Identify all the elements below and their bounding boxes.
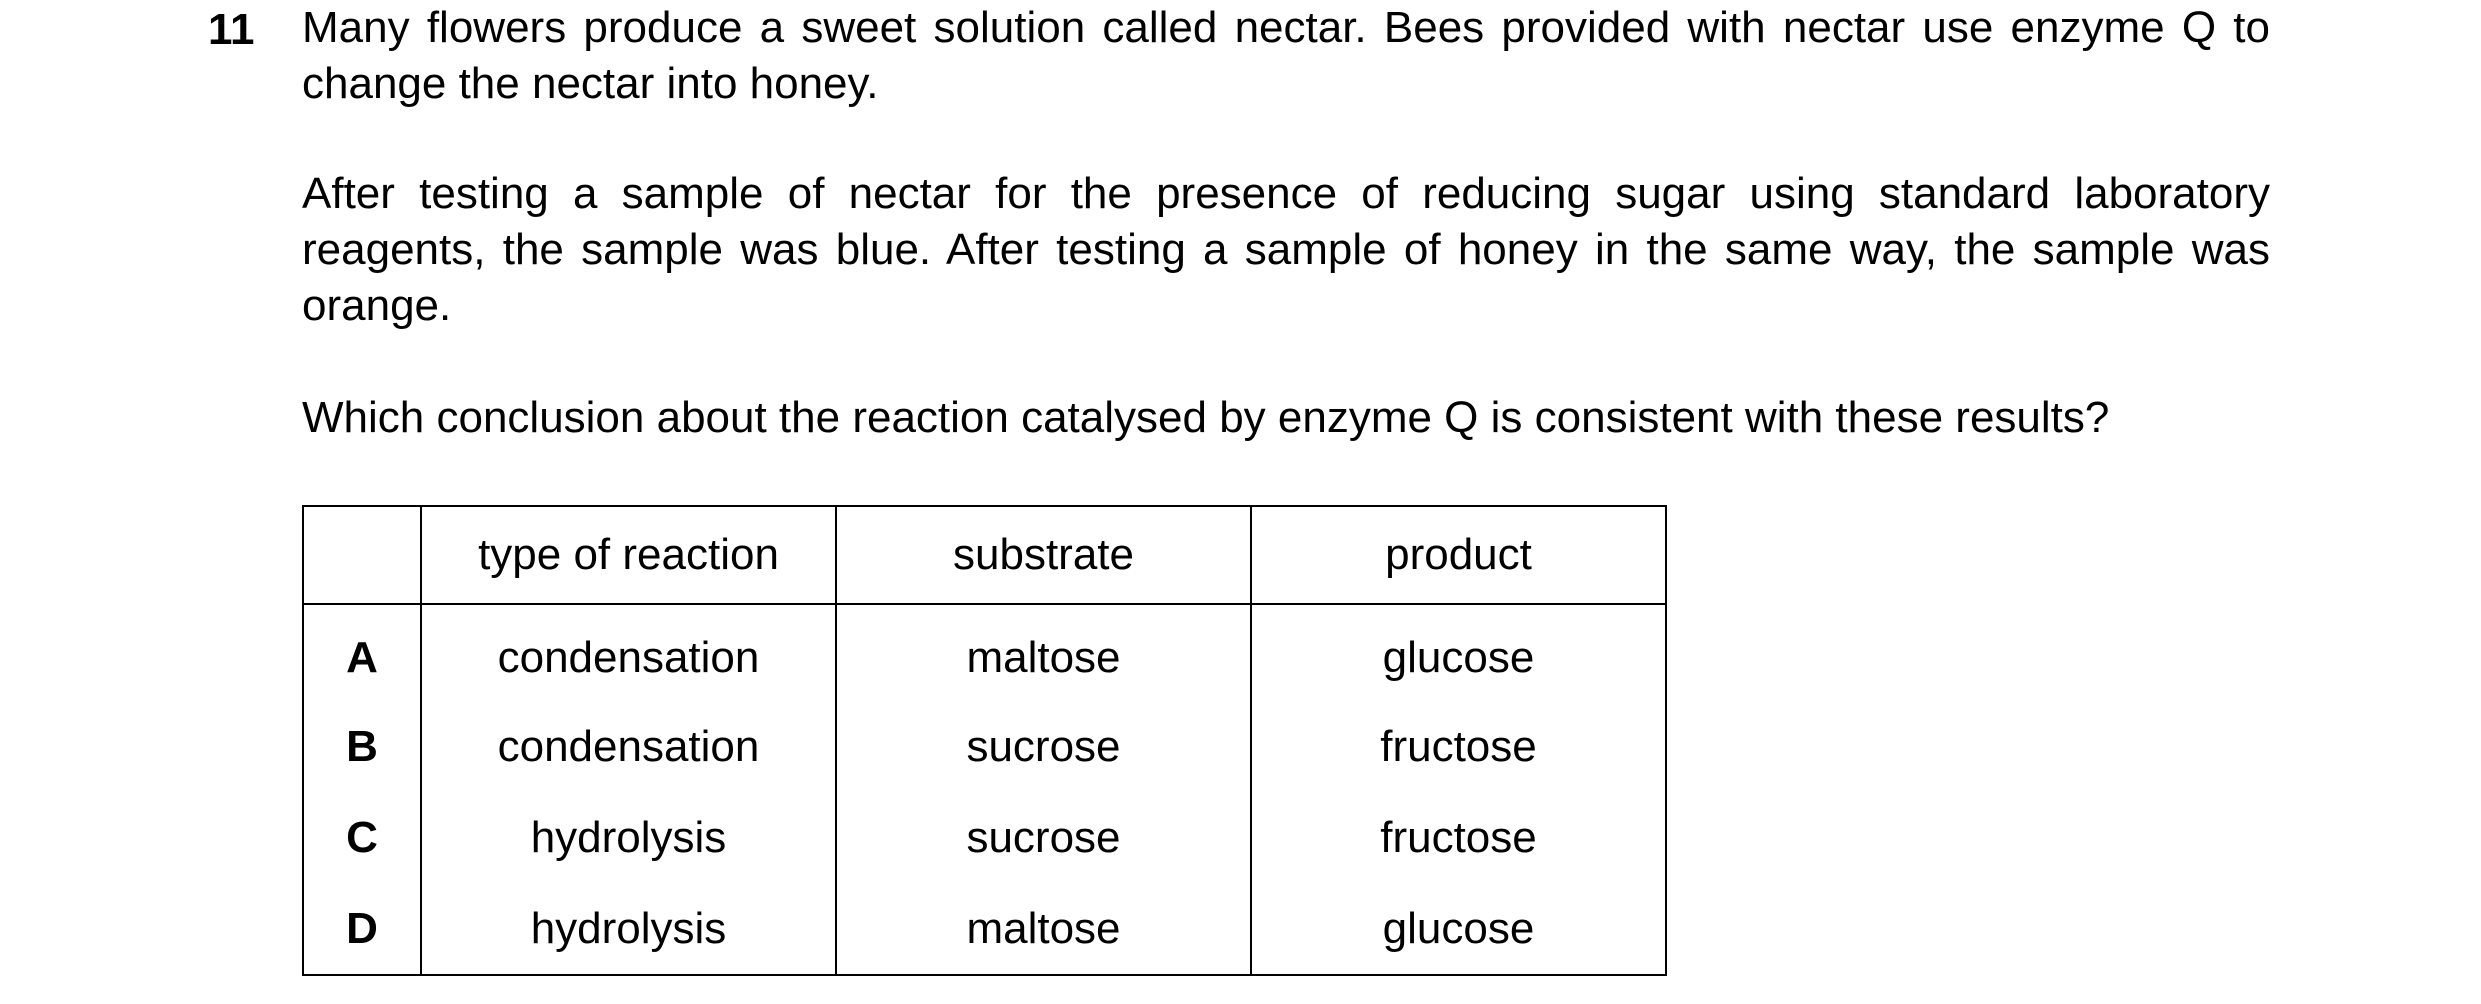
option-key-a: A — [303, 604, 421, 701]
option-key-d: D — [303, 883, 421, 975]
question-paragraph-tests: After testing a sample of nectar for the presence of reducing sugar using standard laboratory reagents, the sample was blue. After testing a sample of honey in the same way, the sample was orange. — [302, 169, 2270, 330]
option-b-substrate: sucrose — [836, 701, 1251, 792]
question-paragraph-intro: Many flowers produce a sweet solution called nectar. Bees provided with nectar use enzyme Q to change the nectar into honey. — [302, 3, 2270, 108]
option-c-product: fructose — [1251, 792, 1666, 883]
header-product: product — [1251, 506, 1666, 604]
table-header-row — [303, 506, 1666, 604]
header-type-of-reaction: type of reaction — [421, 506, 836, 604]
option-d-type: hydrolysis — [421, 883, 836, 975]
header-key — [303, 506, 421, 604]
answer-options-table — [302, 505, 1667, 976]
option-b-type: condensation — [421, 701, 836, 792]
option-d-product: glucose — [1251, 883, 1666, 975]
table-row — [303, 701, 1666, 792]
table-row — [303, 792, 1666, 883]
option-c-type: hydrolysis — [421, 792, 836, 883]
option-b-product: fructose — [1251, 701, 1666, 792]
option-a-type: condensation — [421, 604, 836, 701]
option-c-substrate: sucrose — [836, 792, 1251, 883]
header-substrate: substrate — [836, 506, 1251, 604]
option-a-substrate: maltose — [836, 604, 1251, 701]
option-key-b: B — [303, 701, 421, 792]
question-prompt: Which conclusion about the reaction catalysed by enzyme Q is consistent with these results? — [302, 393, 2110, 442]
option-d-substrate: maltose — [836, 883, 1251, 975]
table-row — [303, 604, 1666, 701]
question-number: 11 — [208, 5, 255, 54]
table-row — [303, 883, 1666, 975]
option-a-product: glucose — [1251, 604, 1666, 701]
option-key-c: C — [303, 792, 421, 883]
